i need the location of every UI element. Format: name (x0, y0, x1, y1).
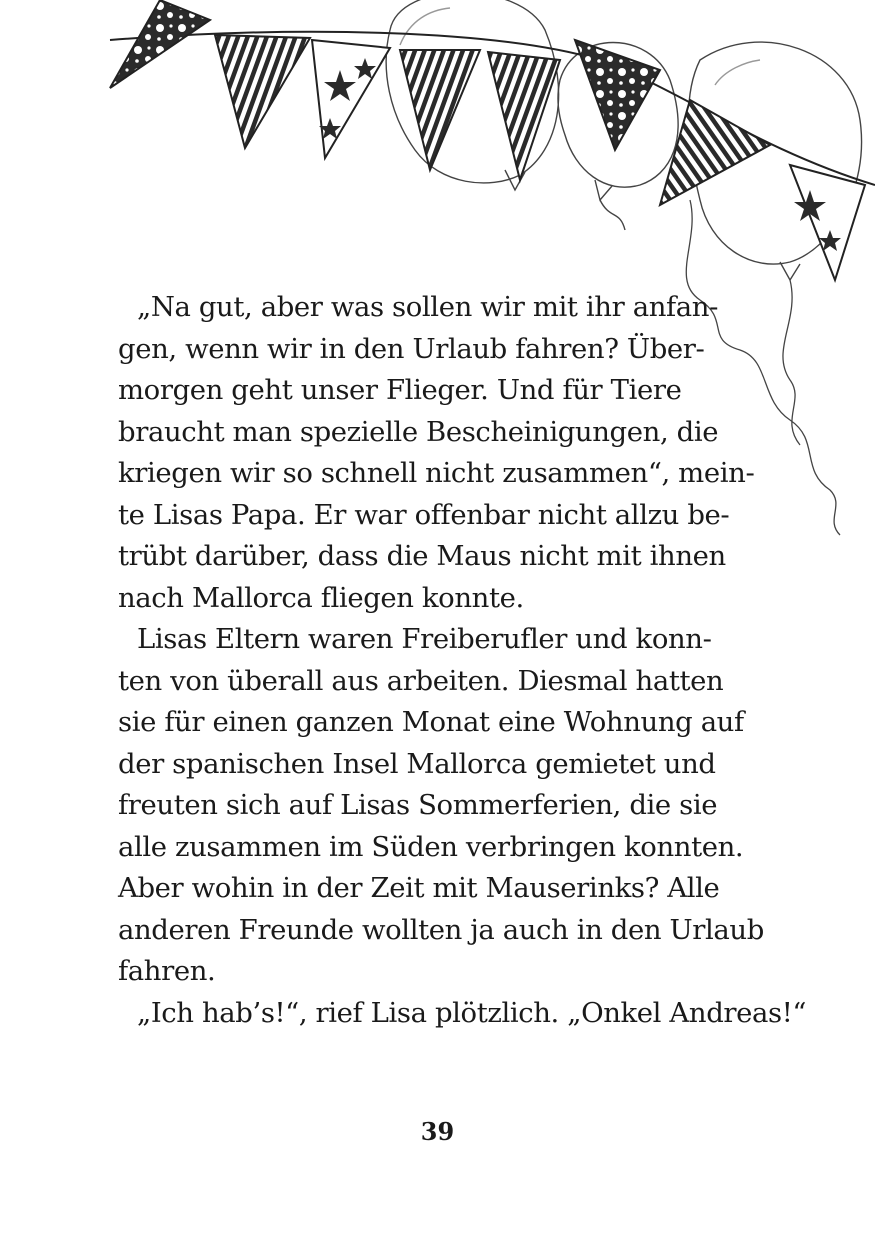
bunting-flag-stars (790, 165, 865, 280)
text-line: anderen Freunde wollten ja auch in den Urlaub (118, 913, 764, 946)
bunting-flag-stripes (400, 50, 480, 170)
body-text (118, 287, 807, 1034)
text-line: „Na gut, aber was sollen wir mit ihr anfan- (137, 291, 718, 323)
bunting-flag-dots (110, 0, 210, 88)
bunting-flag-stripes (488, 52, 560, 180)
text-line: trübt darüber, dass die Maus nicht mit ihnen (118, 540, 726, 572)
text-line: gen, wenn wir in den Urlaub fahren? Über- (118, 332, 705, 365)
text-line: freuten sich auf Lisas Sommerferien, die sie (118, 789, 718, 821)
text-line: sie für einen ganzen Monat eine Wohnung auf (118, 706, 744, 738)
text-line: te Lisas Papa. Er war offenbar nicht allzu be- (118, 498, 730, 531)
bunting-flag-stripes (215, 35, 310, 148)
text-line: kriegen wir so schnell nicht zusammen“, mein- (118, 457, 755, 489)
page-number: 39 (420, 1117, 455, 1146)
bunting-flag-dots (575, 40, 660, 150)
text-line: braucht man spezielle Bescheinigungen, die (118, 415, 719, 448)
text-line: Lisas Eltern waren Freiberufler und konn- (137, 623, 712, 655)
text-line: alle zusammen im Süden verbringen konnten. (118, 830, 744, 863)
bunting-flag-stars (312, 40, 390, 158)
text-line: nach Mallorca fliegen konnte. (118, 581, 524, 614)
text-line: morgen geht unser Flieger. Und für Tiere (118, 374, 682, 406)
text-line: Aber wohin in der Zeit mit Mauserinks? Alle (118, 872, 720, 904)
text-line: der spanischen Insel Mallorca gemietet und (118, 747, 716, 780)
text-line: „Ich hab’s!“, rief Lisa plötzlich. „Onkel Andreas!“ (137, 996, 807, 1029)
text-line: fahren. (118, 955, 216, 987)
text-line: ten von überall aus arbeiten. Diesmal hatten (118, 664, 724, 697)
bunting-flag-stripes (660, 100, 770, 205)
